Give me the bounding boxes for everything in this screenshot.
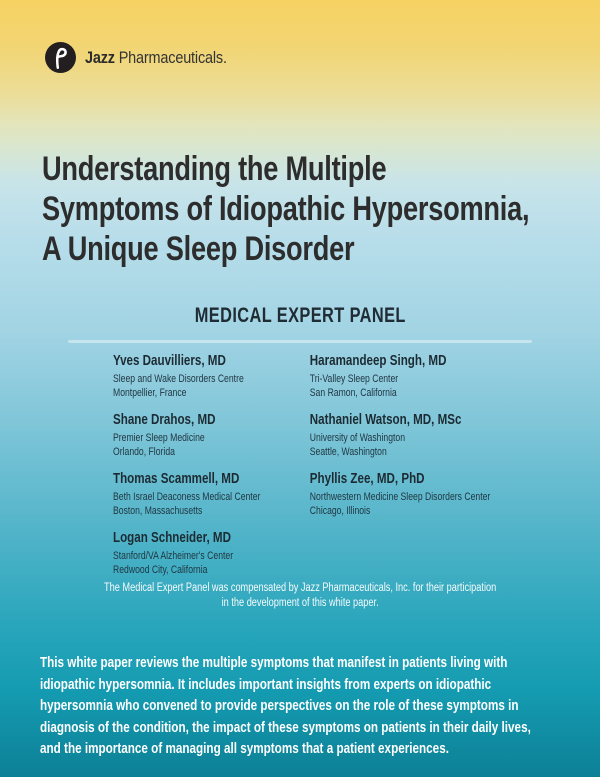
logo-wordmark (85, 48, 227, 68)
expert-affiliation: Premier Sleep Medicine (113, 432, 205, 444)
expert-entry (310, 411, 537, 459)
expert-location: Chicago, Illinois (309, 505, 371, 517)
expert-name: Yves Dauvilliers, MD (113, 353, 226, 369)
expert-affiliation: Northwestern Medicine Sleep Disorders Center (309, 491, 491, 503)
expert-entry (113, 411, 310, 459)
expert-entry (310, 352, 537, 400)
expert-location: Seattle, Washington (309, 446, 387, 458)
expert-entry (113, 529, 310, 577)
jazz-pharmaceuticals-logo (45, 42, 252, 73)
abstract-line-5: and the importance of managing all symptoms that a patient experiences. (40, 740, 449, 757)
expert-name: Phyllis Zee, MD, PhD (309, 471, 425, 487)
expert-entry (113, 352, 310, 400)
expert-location: Montpellier, France (113, 387, 187, 399)
abstract-paragraph (40, 652, 578, 760)
abstract-line-2: idiopathic hypersomnia. It includes important insights from experts on idiopathic (40, 675, 492, 693)
expert-panel (113, 352, 537, 588)
expert-entry (113, 470, 310, 518)
expert-name: Nathaniel Watson, MD, MSc (309, 412, 462, 428)
expert-affiliation: Stanford/VA Alzheimer's Center (113, 550, 234, 562)
expert-name: Thomas Scammell, MD (113, 471, 240, 487)
expert-name: Shane Drahos, MD (113, 412, 216, 428)
disclaimer-line-2: in the development of this white paper. (221, 597, 379, 609)
disclaimer-line-1: The Medical Expert Panel was compensated by Jazz Pharmaceuticals, Inc. for their participation (103, 582, 497, 594)
panel-heading-text: MEDICAL EXPERT PANEL (194, 304, 406, 327)
expert-entry (310, 470, 537, 518)
panel-divider-line (68, 340, 532, 343)
expert-location: San Ramon, California (309, 387, 397, 399)
expert-location: Boston, Massachusetts (113, 505, 203, 517)
title-line-3: A Unique Sleep Disorder (42, 230, 355, 268)
logo-suffix-text: Pharmaceuticals. (118, 47, 227, 67)
jazz-logo-icon (45, 42, 76, 73)
abstract-line-3: hypersomnia who convened to provide perspectives on the role of these symptoms in (40, 697, 519, 714)
expert-affiliation: Sleep and Wake Disorders Centre (113, 373, 244, 385)
expert-location: Redwood City, California (113, 564, 208, 576)
compensation-disclaimer (0, 581, 600, 611)
panel-heading (0, 304, 600, 328)
expert-affiliation: Beth Israel Deaconess Medical Center (113, 491, 261, 503)
expert-name: Logan Schneider, MD (113, 530, 231, 546)
expert-affiliation: University of Washington (309, 432, 406, 444)
expert-column-left (113, 352, 310, 588)
title-line-1: Understanding the Multiple (42, 150, 387, 188)
expert-affiliation: Tri-Valley Sleep Center (309, 373, 399, 385)
title-line-2: Symptoms of Idiopathic Hypersomnia, (42, 190, 530, 228)
expert-name: Haramandeep Singh, MD (309, 353, 447, 369)
abstract-line-4: diagnosis of the condition, the impact of these symptoms on patients in their daily lives, (40, 718, 531, 736)
page-title (42, 149, 570, 269)
expert-location: Orlando, Florida (113, 446, 175, 458)
expert-column-right (310, 352, 537, 588)
logo-brand-text: Jazz (85, 47, 115, 67)
abstract-line-1: This white paper reviews the multiple symptoms that manifest in patients living with (40, 654, 508, 671)
